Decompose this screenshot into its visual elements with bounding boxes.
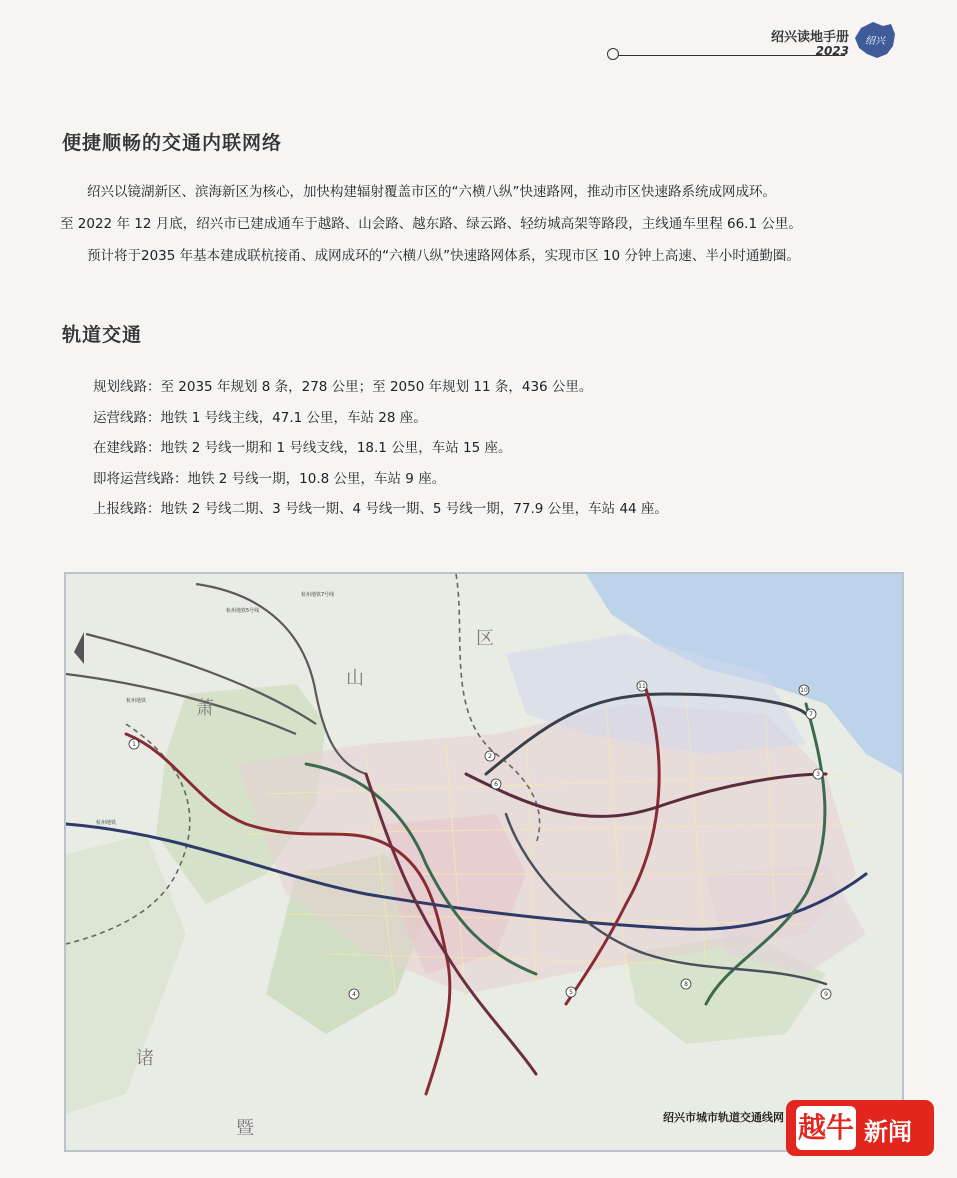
roads-paragraph-2: 至 2022 年 12 月底，绍兴市已建成通车于越路、山会路、越东路、绿云路、轻纺城高架等路段，主线通车里程 66.1 公里。	[60, 216, 802, 232]
rail-item-under-construction: 在建线路：地铁 2 号线一期和 1 号线支线，18.1 公里，车站 15 座。	[93, 440, 512, 456]
handbook-year: 2023	[815, 44, 849, 58]
svg-text:4: 4	[352, 991, 356, 998]
svg-text:9: 9	[824, 991, 828, 998]
station-marker-4	[349, 989, 359, 999]
station-marker-11	[637, 681, 647, 691]
rail-item-submitted: 上报线路：地铁 2 号线二期、3 号线一期、4 号线一期、5 号线一期，77.9 公里，车站 44 座。	[93, 501, 668, 517]
station-marker-9	[821, 989, 831, 999]
roads-paragraph-3: 预计将于2035 年基本建成联杭接甬、成网成环的“六横八纵”快速路网体系，实现市区 10 分钟上高速、半小时通勤圈。	[87, 248, 800, 264]
svg-text:6: 6	[494, 781, 498, 788]
roads-paragraph-1: 绍兴以镜湖新区、滨海新区为核心，加快构建辐射覆盖市区的“六横八纵”快速路网，推动市区快速路系统成网成环。	[87, 184, 776, 200]
region-label-4: 诸	[136, 1048, 154, 1069]
line-label-1: 杭州地铁7号线	[301, 592, 335, 598]
svg-text:10: 10	[800, 687, 808, 694]
header-rule	[617, 55, 845, 56]
station-marker-7	[806, 709, 816, 719]
station-marker-2	[485, 751, 495, 761]
header-circle-icon	[607, 48, 619, 60]
svg-text:11: 11	[638, 683, 646, 690]
svg-text:7: 7	[809, 711, 813, 718]
line-label-4: 杭州地铁	[96, 820, 117, 826]
roads-paragraphs	[60, 176, 900, 272]
line-label-2: 杭州地铁5号线	[226, 608, 260, 614]
section-heading-roads: 便捷顺畅的交通内联网络	[62, 132, 283, 154]
shaoxing-map-logo-icon	[853, 20, 897, 60]
logo-text: 绍兴	[865, 36, 885, 47]
region-label-2: 山	[346, 668, 364, 689]
rail-item-opening-soon: 即将运营线路：地铁 2 号线一期，10.8 公里，车站 9 座。	[93, 470, 446, 487]
yueniu-news-badge	[786, 1100, 934, 1156]
handbook-title: 绍兴读地手册	[770, 30, 849, 45]
station-marker-6	[491, 779, 501, 789]
map-caption: 绍兴市城市轨道交通线网	[663, 1111, 784, 1124]
station-marker-3	[813, 769, 823, 779]
badge-brand: 越牛	[796, 1106, 856, 1150]
rail-line-list	[93, 372, 668, 525]
station-marker-1	[129, 739, 139, 749]
station-marker-10	[799, 685, 809, 695]
svg-text:1: 1	[132, 741, 136, 748]
svg-text:3: 3	[816, 771, 820, 778]
station-marker-8	[681, 979, 691, 989]
region-label-1: 区	[476, 628, 494, 649]
map-canvas	[66, 574, 902, 1150]
region-label-3: 萧	[196, 698, 214, 719]
svg-text:2: 2	[488, 753, 492, 760]
svg-text:8: 8	[684, 981, 688, 988]
rail-network-map	[64, 572, 904, 1152]
badge-label: 新闻	[864, 1118, 912, 1146]
rail-item-planned: 规划线路：至 2035 年规划 8 条，278 公里；至 2050 年规划 11 条，436 公里。	[93, 379, 593, 395]
section-heading-rail: 轨道交通	[62, 324, 143, 346]
line-label-3: 杭州地铁	[126, 698, 147, 704]
region-label-5: 暨	[236, 1118, 254, 1139]
svg-text:5: 5	[569, 989, 573, 996]
station-marker-5	[566, 987, 576, 997]
page-header	[607, 24, 897, 64]
rail-item-operating: 运营线路：地铁 1 号线主线，47.1 公里，车站 28 座。	[93, 409, 427, 426]
